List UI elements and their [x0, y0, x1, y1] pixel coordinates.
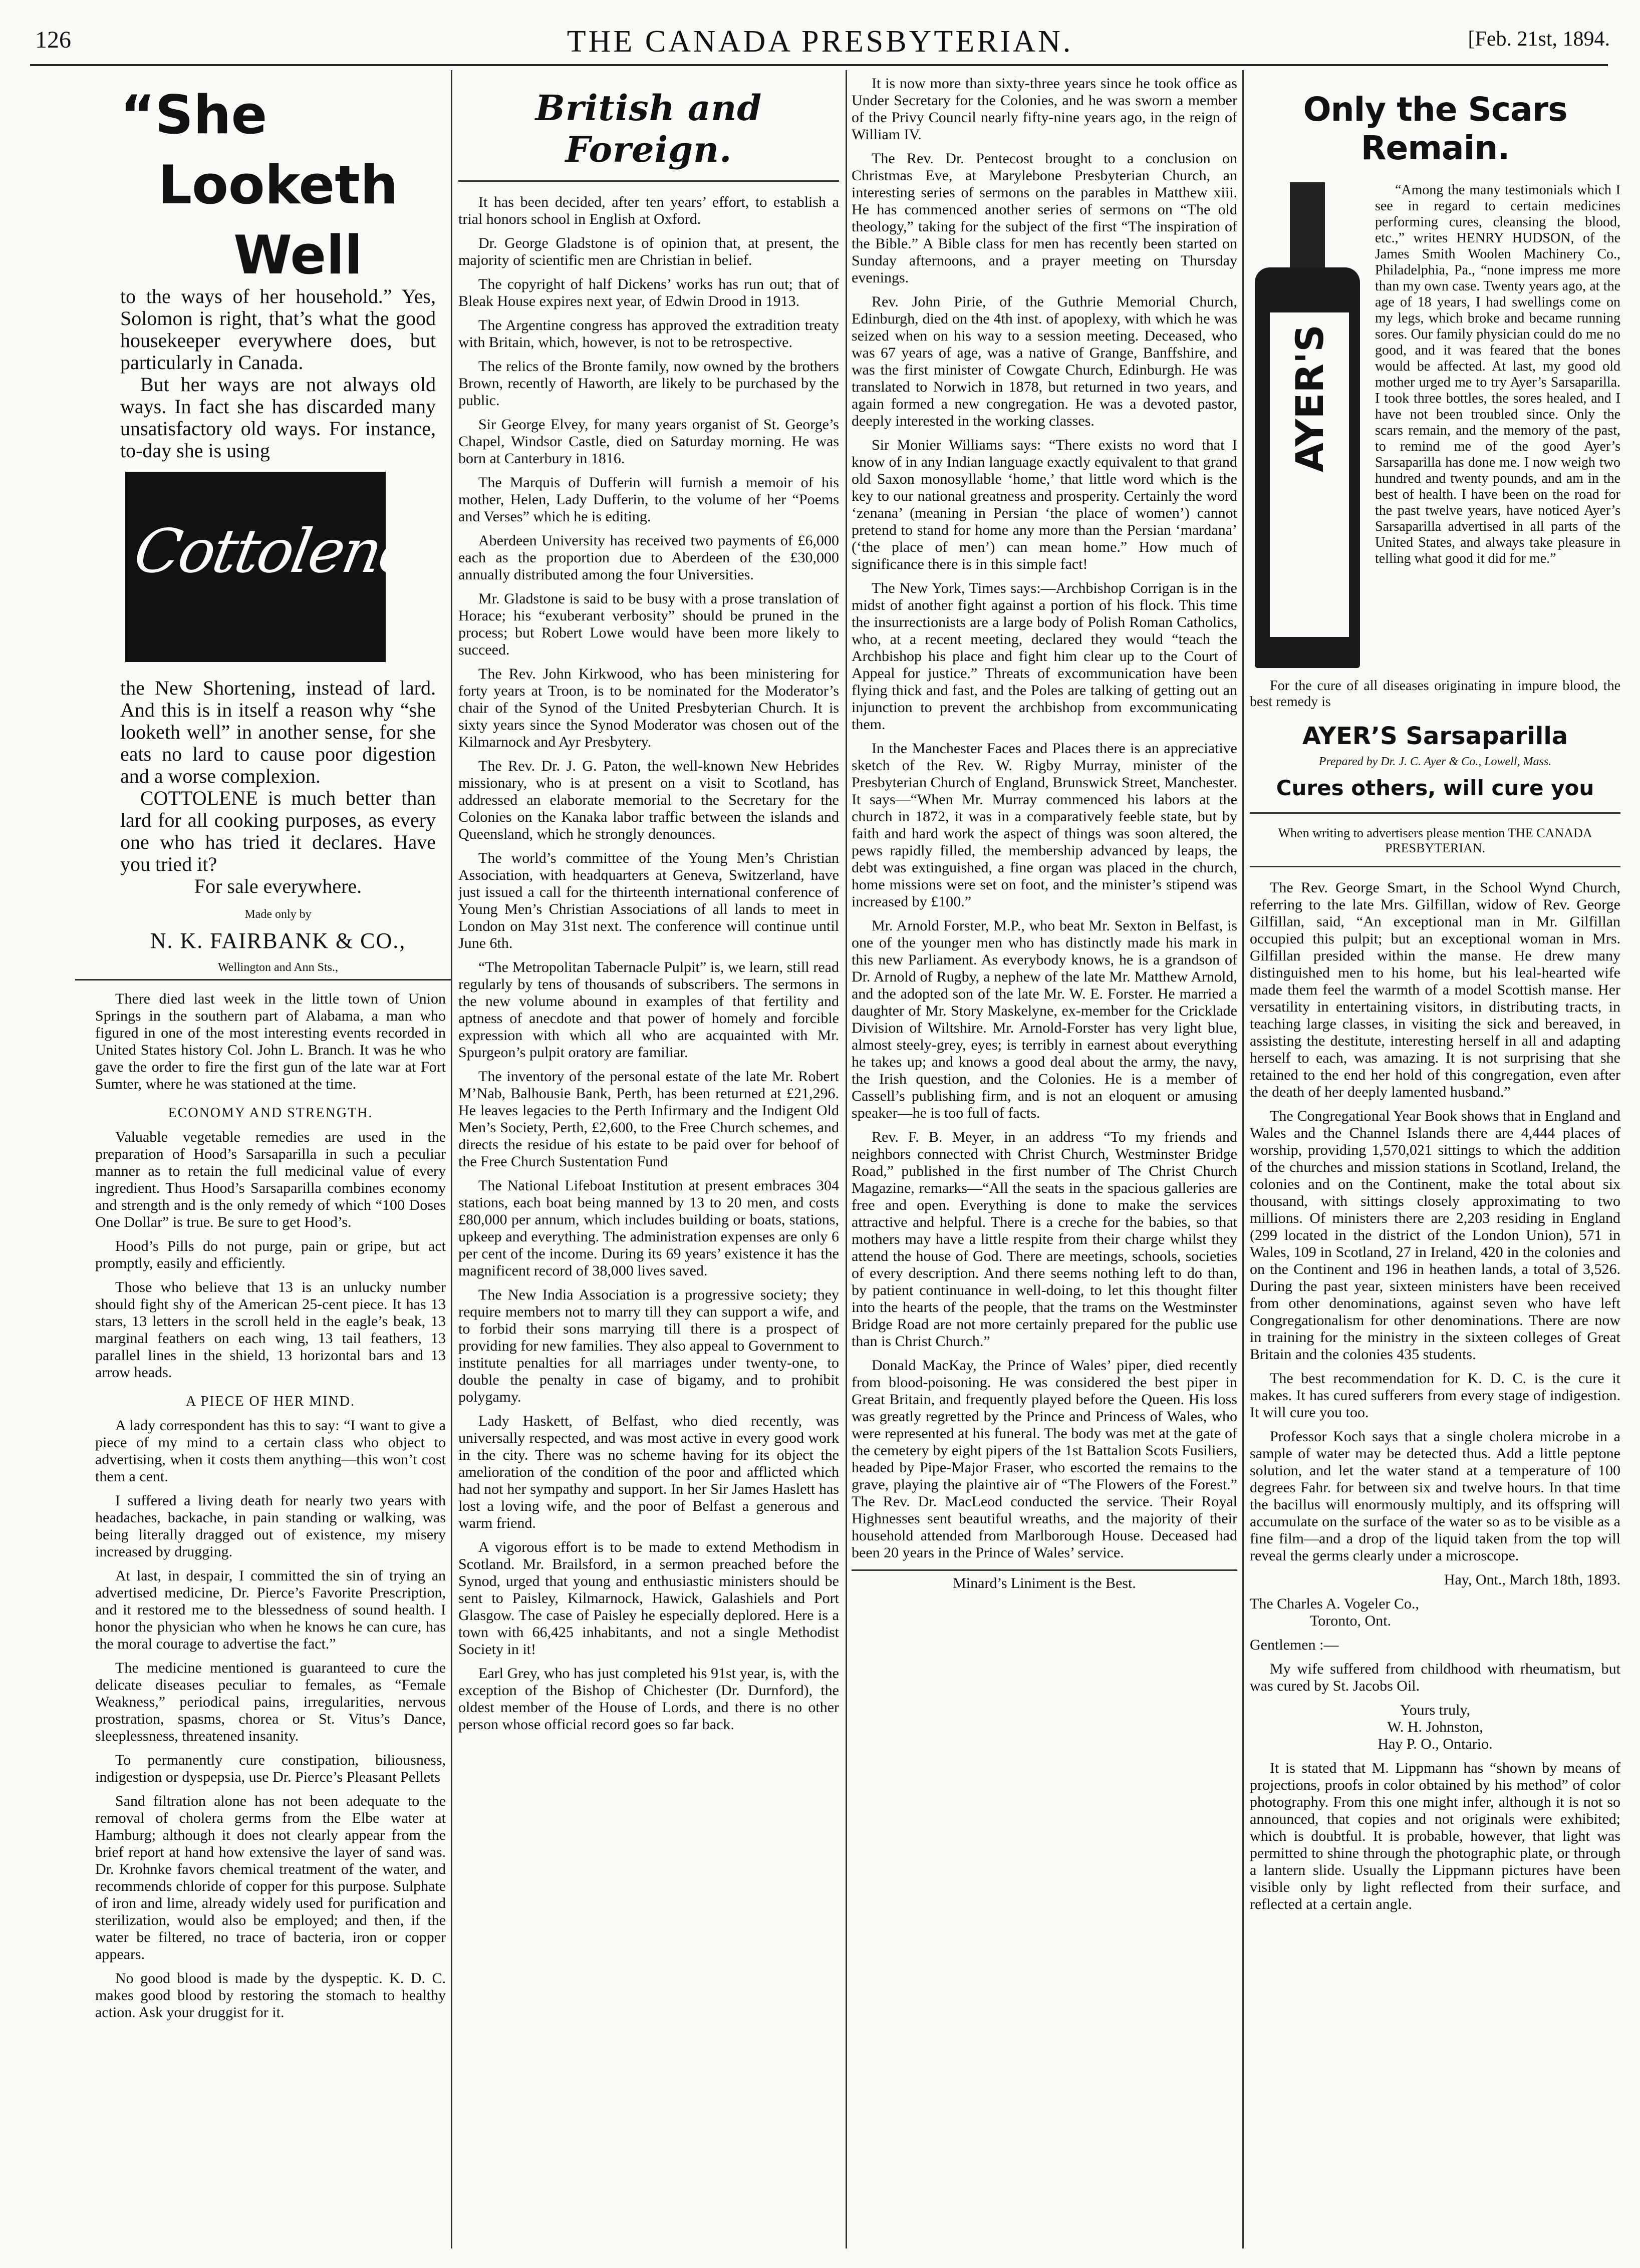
ad-headline: Only the Scars Remain. [1303, 90, 1567, 167]
letter-body: My wife suffered from childhood with rheumatism, but was cured by St. Jacobs Oil. [1250, 1661, 1620, 1694]
article-paragraph: No good blood is made by the dyspeptic. K. D. C. makes good blood by restoring the stomach to healthy action. Ask your druggist for it. [95, 1970, 446, 2021]
article-paragraph: The New India Association is a progressive society; they require members not to marry till they can support a wife, and to forbid their sons marrying till there is a prospect of providing for new families. They also appeal to Government to institute penalties for all marriages under twenty-one, to double the penalty in case of bigamy, and to prohibit polygamy. [458, 1286, 839, 1405]
ad-company: N. K. FAIRBANK & CO., [150, 928, 406, 953]
ad-text: the New Shortening, instead of lard. And this is in itself a reason why “she looketh well” in another sense, for she eats no lard to cause poor digestion and a worse complexion. [120, 677, 436, 787]
letter-close: Yours truly, [1400, 1702, 1471, 1718]
ad-text: COTTOLENE is much better than lard for all cooking purposes, as every one who has tried it declares. Have you tried it? [120, 787, 436, 875]
cottolene-logo [125, 472, 419, 662]
column-4 [1250, 75, 1620, 2258]
ayer-advertisement [1250, 90, 1620, 800]
logo-text: Cottolene [129, 517, 419, 586]
article-paragraph: The Rev. Dr. Pentecost brought to a conclusion on Christmas Eve, at Marylebone Presbyterian Church, an interesting series of sermons on the parables in Matthew xiii. He has commenced another series of sermons on “The old theology,” taking for the subject of the first “The inspiration of the Bible.” A Bible class for men has recently been started on Sunday afternoons, and a prayer meeting on Thursday evenings. [852, 150, 1237, 286]
section-rule [75, 979, 451, 981]
letter-place: Hay P. O., Ontario. [1378, 1736, 1493, 1752]
section-rule [1250, 812, 1620, 814]
article-paragraph: The Rev. John Kirkwood, who has been ministering for forty years at Troon, is to be nominated for the Moderator’s chair of the Synod of the United Presbyterian Church. It is sixty years since the Synod Moderator was chosen out of the Kilmarnock and Ayr Presbytery. [458, 666, 839, 750]
article-paragraph: Hood’s Pills do not purge, pain or gripe, but act promptly, easily and efficiently. [95, 1238, 446, 1271]
article-paragraph: Mr. Gladstone is said to be busy with a prose translation of Horace; his “exuberant verbosity” should be pruned in the process; but Robert Lowe would have been more likely to succeed. [458, 590, 839, 658]
article-paragraph: The best recommendation for K. D. C. is the cure it makes. It has cured sufferers from every stage of indigestion. It will cure you too. [1250, 1370, 1620, 1421]
ad-headline-line: “She [120, 84, 267, 146]
section-heading: ECONOMY AND STRENGTH. [168, 1105, 373, 1121]
letter-salutation: Gentlemen :— [1250, 1637, 1339, 1653]
article-paragraph: The world’s committee of the Young Men’s Christian Association, with headquarters at Geneva, Switzerland, have just issued a call for the thirteenth international conference of Young Men’s Christian Associations of all lands to meet in London on May 31st next. The conference will continue until June 6th. [458, 850, 839, 951]
article-paragraph: In the Manchester Faces and Places there is an appreciative sketch of the Rev. W. Rigby Murray, minister of the Presbyterian Church of England, Brunswick Street, Manchester. It says—“When Mr. Murray commenced his labors at the church in 1872, it was in a comparatively feeble state, but by faith and hard work the aspect of things was soon altered, the pews rapidly filled, the membership advanced by leaps, the debt was extinguished, a fine organ was placed in the church, home missions were set on foot, and the minister’s stipend was increased by £100.” [852, 740, 1237, 910]
article-paragraph: A vigorous effort is to be made to extend Methodism in Scotland. Mr. Brailsford, in a sermon preached before the Synod, urged that young and enthusiastic ministers should be sent to Paisley, Kilmarnock, Hawick, Galashiels and Port Glasgow. The case of Paisley he especially deplored. Here is a town with 66,425 inhabitants, and not a single Methodist Society in it! [458, 1539, 839, 1658]
article-paragraph: The Congregational Year Book shows that in England and Wales and the Channel Islands there are 4,444 places of worship, providing 1,570,021 sittings to which the addition of the churches and mission stations in Scotland, Ireland, the colonies and on the Continent, make the total about six thousand, with sittings closely approximating to two millions. Of ministers there are 2,203 residing in England (299 located in the district of the London Union), 571 in Wales, 109 in Scotland, 27 in Ireland, 420 in the colonies and on the Continent and 196 in heathen lands, a total of 3,526. During the past year, sixteen ministers have been received from other denominations, against seven who have left Congregationalism for other denominations. There are now in training for the ministry in the sixteen colleges of Great Britain and the colonies 435 students. [1250, 1108, 1620, 1363]
ad-text: But her ways are not always old ways. In fact she has discarded many unsatisfactory old ways. For instance, to-day she is using [120, 373, 436, 462]
sarsaparilla-bottle-icon [1250, 182, 1365, 673]
article-paragraph: I suffered a living death for nearly two years with headaches, backache, in pain standing or walking, was being literally dragged out of existence, my misery increased by drugging. [95, 1492, 446, 1560]
article-paragraph: The inventory of the personal estate of the late Mr. Robert M’Nab, Balhousie Bank, Perth, has been returned at £21,296. He leaves legacies to the Perth Infirmary and the Indigent Old Men’s Society, Perth, £2,600, to the Free Church schemes, and directs the residue of his estate to be paid over for behoof of the Free Church Sustentation Fund [458, 1068, 839, 1170]
article-paragraph: The Rev. Dr. J. G. Paton, the well-known New Hebrides missionary, who is at present on a visit to Scotland, has addressed an elaborate memorial to the Secretary for the Colonies on the Kanaka labor traffic between the islands and Queensland, which he strongly denounces. [458, 758, 839, 842]
letter-address: The Charles A. Vogeler Co., [1250, 1595, 1420, 1612]
article-paragraph: Dr. George Gladstone is of opinion that, at present, the majority of scientific men are Christian in belief. [458, 235, 839, 268]
article-paragraph: Aberdeen University has received two payments of £6,000 each as the proportion due to Aberdeen of the £30,000 annually distributed among the four Universities. [458, 532, 839, 583]
article-paragraph: Earl Grey, who has just completed his 91st year, is, with the exception of the Bishop of Chichester (Dr. Durnford), the oldest member of the House of Lords, and there is no other person whose official record goes so far back. [458, 1665, 839, 1733]
ad-headline-line: Well [233, 224, 363, 286]
article-paragraph: The New York, Times says:—Archbishop Corrigan is in the midst of another fight against a portion of his flock. This time the insurrectionists are a large body of Polish Roman Catholics, who, at a recent meeting, declared they would “teach the Archbishop his place and fight him clear up to the Court of Appeal for justice.” Threats of excommunication have been flying thick and fast, and the Poles are talking of getting out an injunction to prevent the archbishop from excommunicating them. [852, 580, 1237, 733]
advertiser-notice: When writing to advertisers please mention THE CANADA PRESBYTERIAN. [1278, 826, 1592, 855]
article-paragraph: Sand filtration alone has not been adequate to the removal of cholera germs from the Elbe water at Hamburg; although it does not clearly appear from the brief report at hand how extensive the layer of sand was. Dr. Krohnke favors chemical treatment of the water, and recommends chloride of copper for this purpose. Sulphate of iron and lime, already widely used for purification and sterilization, would also be employed; and then, if the water be filtered, no trace of bacteria, iron or copper appears. [95, 1793, 446, 1963]
letter-signature: W. H. Johnston, [1387, 1719, 1483, 1735]
article-paragraph: The Argentine congress has approved the extradition treaty with Britain, which, however, is not to be retrospective. [458, 317, 839, 351]
article-paragraph: There died last week in the little town of Union Springs in the southern part of Alabama, a man who figured in one of the most interesting events recorded in United States history Col. John L. Branch. It was he who gave the order to fire the first gun of the late war at Fort Sumter, where he was stationed at the time. [95, 991, 446, 1092]
column-divider [846, 70, 847, 2248]
letter-place: Hay, Ont., March 18th, 1893. [1444, 1571, 1620, 1588]
article-paragraph: Mr. Arnold Forster, M.P., who beat Mr. Sexton in Belfast, is one of the younger men who has distinctly made his mark in this new Parliament. As everybody knows, he is a grandson of Dr. Arnold of Rugby, a nephew of the late Mr. Matthew Arnold, and the adopted son of the late Mr. W. E. Forster. He married a daughter of Mr. Story Maskelyne, ex-member for the Cricklade Division of Wiltshire. Mr. Arnold-Forster has very light blue, almost steely-grey, eyes; is terribly in earnest about everything he takes up; and knows a good deal about the army, the navy, the Irish question, and the Colonies. He is a member of Cassell’s publishing firm, and is not an eloquent or amusing speaker—he is too full of facts. [852, 917, 1237, 1121]
section-rule [852, 1569, 1237, 1571]
ad-tagline: Cures others, will cure you [1276, 776, 1594, 800]
article-paragraph: Valuable vegetable remedies are used in the preparation of Hood’s Sarsaparilla in such a peculiar manner as to retain the full medicinal value of every ingredient. Thus Hood’s Sarsaparilla combines economy and strength and is the only remedy of which “100 Doses One Dollar” is true. Be sure to get Hood’s. [95, 1129, 446, 1230]
article-paragraph: The copyright of half Dickens’ works has run out; that of Bleak House expires next year, of Edwin Drood in 1913. [458, 276, 839, 309]
article-paragraph: It is now more than sixty-three years since he took office as Under Secretary for the Colonies, and he was sworn a member of the Privy Council nearly fifty-nine years ago, in the reign of William IV. [852, 75, 1237, 143]
article-paragraph: Donald MacKay, the Prince of Wales’ piper, died recently from blood-poisoning. He was considered the best piper in Great Britain, and frequently played before the Queen. His loss was greatly regretted by the Prince and Princess of Wales, who were represented at his funeral. The body was met at the gate of the cemetery by eight pipers of the 1st Battalion Scots Fusiliers, headed by Pipe-Major Fraser, who escorted the remains to the grave, playing the plaintive air of “The Flowers of the Forest.” The Rev. Dr. MacLeod conducted the service. Their Royal Highnesses sent beautiful wreaths, and the majority of their household attended from Marlborough House. Deceased had been 20 years in the Prince of Wales’ service. [852, 1357, 1237, 1561]
article-paragraph: It has been decided, after ten years’ effort, to establish a trial honors school in English at Oxford. [458, 194, 839, 227]
header-rule [30, 64, 1608, 66]
column-1-lower [95, 991, 446, 2252]
ad-headline-line: Looketh [158, 154, 398, 216]
bottle-label: AYER'S [1287, 325, 1332, 473]
section-rule [458, 180, 839, 182]
article-paragraph: The relics of the Bronte family, now owned by the brothers Brown, recently of Haworth, are likely to be purchased by the public. [458, 358, 839, 409]
ad-text: For sale everywhere. [194, 875, 362, 897]
article-paragraph: It is stated that M. Lippmann has “shown by means of projections, proofs in color obtained by his method” of color photography. From this one might infer, although it is not so announced, that copies and not originals were exhibited; which is doubtful. It is probable, however, that light was permitted to shine through the photographic plate, or through a lantern slide. Usually the Lippmann pictures have been visible only by light reflected from their surface, and reflected at a certain angle. [1250, 1760, 1620, 1912]
article-paragraph: Rev. John Pirie, of the Guthrie Memorial Church, Edinburgh, died on the 4th inst. of apoplexy, with which he was seized when on his way to a session meeting. Deceased, who was 67 years of age, was a native of Grange, Banffshire, and was the first minister of Cowgate Church, Edinburgh. He was translated to Norwich in 1878, but returned in two years, and again formed a new congregation. He was a devoted pastor, deeply interested in the working classes. [852, 293, 1237, 429]
footer-line: Minard’s Liniment is the Best. [953, 1575, 1136, 1591]
column-3 [852, 75, 1237, 2258]
ad-address: Wellington and Ann Sts., [217, 961, 339, 974]
article-paragraph: Rev. F. B. Meyer, in an address “To my friends and neighbors connected with Christ Church, Westminster Bridge Road,” published in the first number of The Christ Church Magazine, remarks—“All the seats in the spacious galleries are free and open. Everything is done to make the services attractive and helpful. There is a creche for the babies, so that mothers may have a little respite from their charge whilst they attend the house of God. There are meetings, schools, societies of every description. And there seems nothing left to do than, by patient continuance in well-doing, to let this thought filter into the hearts of the people, that the trams on the Westminster Bridge Road are not more certainly prepared for the public use than is Christ Church.” [852, 1129, 1237, 1350]
ad-testimonial: “Among the many testimonials which I see in regard to certain medicines performing cures, cleansing the blood, etc.,” writes HENRY HUDSON, of the James Smith Woolen Machinery Co., Philadelphia, Pa., “none impress me more than my own case. Twenty years ago, at the age of 18 years, I had swellings come on my legs, which broke and became running sores. Our family physician could do me no good, and it was feared that the bones would be affected. At last, my good old mother urged me to try Ayer’s Sarsaparilla. I took three bottles, the sores healed, and I have not been troubled since. Only the scars remain, and the memory of the past, to remind me of the good Ayer’s Sarsaparilla has done me. I now weigh two hundred and twenty pounds, and am in the best of health. I have been on the road for the past twelve years, have noticed Ayer’s Sarsaparilla advertised in all parts of the United States, and always take pleasure in telling what good it did for me.” [1375, 182, 1620, 566]
article-paragraph: The medicine mentioned is guaranteed to cure the delicate diseases peculiar to females, as “Female Weakness,” periodical pains, irregularities, nervous prostration, spasms, chorea or St. Vitus’s Dance, sleeplessness, threatened insanity. [95, 1660, 446, 1744]
article-list [1250, 879, 1620, 1564]
cottolene-advertisement [120, 75, 436, 977]
section-title: British and Foreign. [535, 87, 762, 170]
article-paragraph: “The Metropolitan Tabernacle Pulpit” is, we learn, still read regularly by tens of thousands of subscribers. The sermons in the new volume abound in examples of that fertility and aptness of anecdote and that power of homely and forcible expression with which all who are acquainted with Mr. Spurgeon’s pulpit oratory are familiar. [458, 959, 839, 1061]
ad-maker: Prepared by Dr. J. C. Ayer & Co., Lowell, Mass. [1318, 755, 1552, 768]
article-paragraph: Professor Koch says that a single cholera microbe in a sample of water may be detected thus. Add a little peptone solution, and let the water stand at a temperature of 100 degrees Fahr. for between six and twelve hours. In that time the bacillus will enormously multiply, and its offspring will accumulate on the surface of the water so as to be visible as a fine film—and a drop of the liquid taken from the top will reveal the germs clearly under a microscope. [1250, 1428, 1620, 1564]
letter-address: Toronto, Ont. [1310, 1612, 1392, 1629]
article-paragraph: Those who believe that 13 is an unlucky number should fight shy of the American 25-cent piece. It has 13 stars, 13 letters in the scroll held in the eagle’s beak, 13 marginal feathers on each wing, 13 tail feathers, 13 parallel lines in the shield, 13 horizontal bars and 13 arrow heads. [95, 1279, 446, 1381]
ad-text: to the ways of her household.” Yes, Solomon is right, that’s what the good housekeeper everywhere does, but particularly in Canada. [120, 285, 436, 374]
article-list [458, 194, 839, 1733]
ad-product-name: AYER’S Sarsaparilla [1302, 722, 1568, 750]
column-divider [1242, 70, 1244, 2248]
article-list [852, 75, 1237, 1561]
article-paragraph: The National Lifeboat Institution at present embraces 304 stations, each boat being manned by 13 to 20 men, and costs £80,000 per annum, which includes building or boats, stations, upkeep and everything. The administration expenses are only 6 per cent of the income. During its 69 years’ existence it has the magnificent record of 38,000 lives saved. [458, 1177, 839, 1279]
ad-maker-label: Made only by [244, 908, 312, 921]
newspaper-title: THE CANADA PRESBYTERIAN. [567, 25, 1073, 59]
article-paragraph: The Rev. George Smart, in the School Wynd Church, referring to the late Mrs. Gilfillan, widow of Rev. George Gilfillan, said, “An exceptional man in Mr. Gilfillan occupied this pulpit; but an exceptional woman in Mrs. Gilfillan presided within the manse. He drew many distinguished men to his home, but his leal-hearted wife made them feel the warmth of a model Scottish manse. Her versatility in entertaining visitors, in distributing tracts, in teaching large classes, in visiting the sick and bereaved, in assisting the destitute, interesting herself in all and adapting herself to each, was amazing. It is not surprising that she retained to the end her hold of this congregation, even after the death of her deeply lamented husband.” [1250, 879, 1620, 1100]
british-foreign-column [458, 75, 839, 2258]
article-paragraph: Lady Haskett, of Belfast, who died recently, was universally respected, and was most active in every good work in the city. There was no scheme having for its object the amelioration of the condition of the poor and afflicted which had not her sympathy and support. In her Sir James Haslett has lost a loving wife, and the poor of Belfast a generous and warm friend. [458, 1413, 839, 1531]
section-rule [1250, 866, 1620, 867]
page-header [20, 22, 1620, 67]
article-paragraph: To permanently cure constipation, biliousness, indigestion or dyspepsia, use Dr. Pierce’s Pleasant Pellets [95, 1752, 446, 1785]
article-paragraph: The Marquis of Dufferin will furnish a memoir of his mother, Helen, Lady Dufferin, to the volume of her “Poems and Verses” which he is editing. [458, 474, 839, 525]
column-divider [451, 70, 452, 2248]
article-paragraph: At last, in despair, I committed the sin of trying an advertised medicine, Dr. Pierce’s Favorite Prescription, and it restored me to the blessedness of sound health. I honor the physician who when he knows he can cure, has the moral courage to advertise the fact.” [95, 1567, 446, 1652]
article-paragraph: Sir George Elvey, for many years organist of St. George’s Chapel, Windsor Castle, died on Saturday morning. He was born at Canterbury in 1816. [458, 416, 839, 467]
page-number: 126 [35, 27, 71, 53]
article-paragraph: Sir Monier Williams says: “There exists no word that I know of in any Indian language exactly equivalent to that grand old Saxon monosyllable ‘home,’ that little word which is the key to our national greatness and prosperity. Certainly the word ‘zenana’ (meaning in Persian ‘the place of women’) cannot pretend to stand for home any more than the Persian ‘mardana’ (‘the place of men’) can mean home.” How much of significance there is in this simple fact! [852, 437, 1237, 572]
article-paragraph: A lady correspondent has this to say: “I want to give a piece of my mind to a certain class who object to advertising, when it costs them anything—this won’t cost them a cent. [95, 1417, 446, 1485]
issue-date: [Feb. 21st, 1894. [1468, 28, 1610, 51]
ad-text: For the cure of all diseases originating in impure blood, the best remedy is [1250, 678, 1620, 710]
section-heading: A PIECE OF HER MIND. [186, 1394, 355, 1409]
